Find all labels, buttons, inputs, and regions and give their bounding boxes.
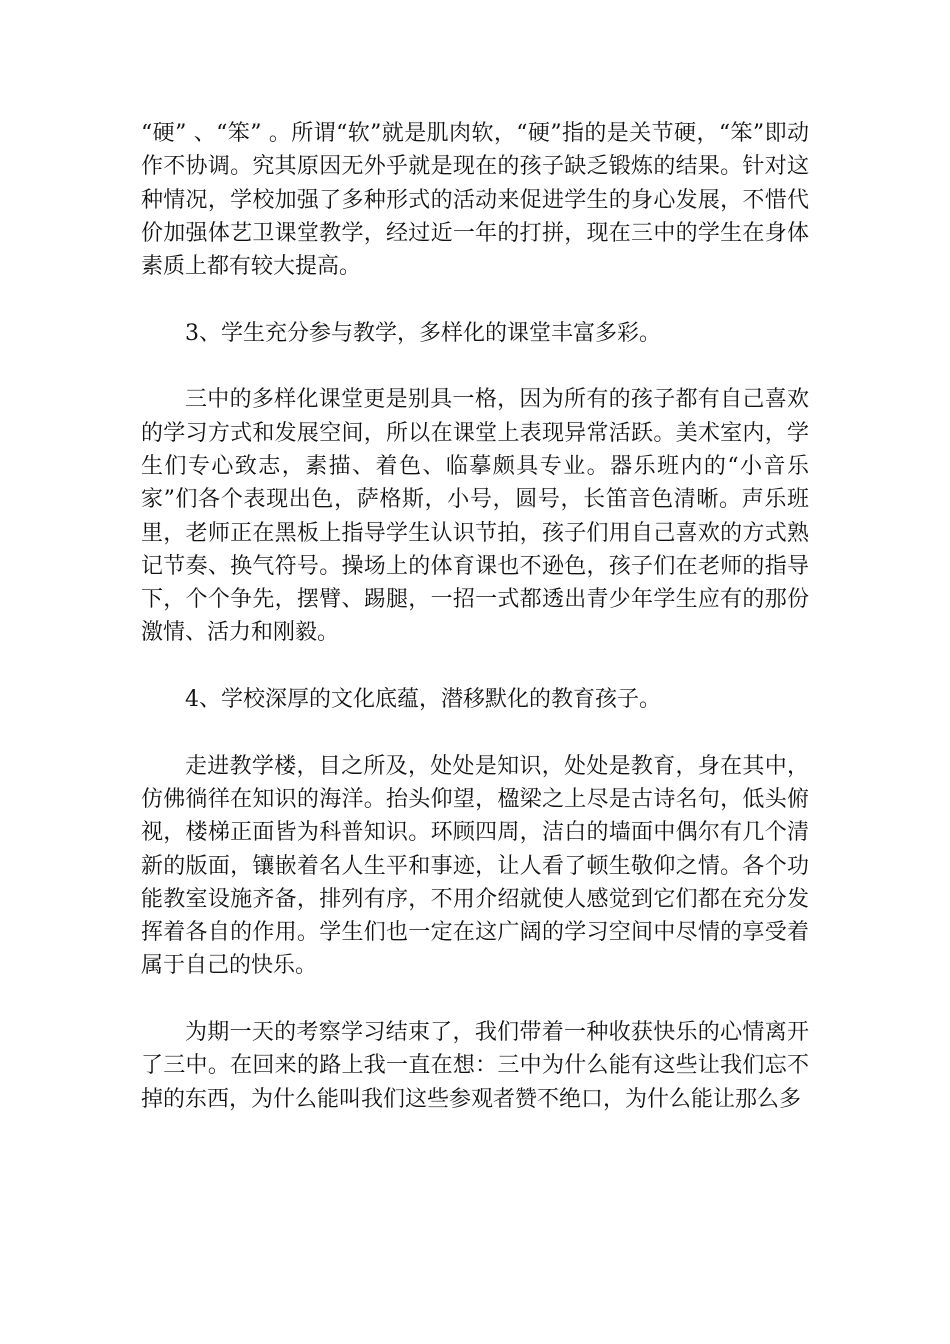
heading-section-3: 3、学生充分参与教学，多样化的课堂丰富多彩。 <box>185 320 661 346</box>
document-page <box>141 117 809 1116</box>
paragraph-conclusion: 为期一天的考察学习结束了，我们带着一种收获快乐的心情离开了三中。在回来的路上我一直在想：三中为什么能有这些让我们忘不掉的东西，为什么能叫我们这些参观者赞不绝口，为什么能让那么多 <box>141 1020 809 1112</box>
heading-section-4: 4、学校深厚的文化底蕴，潜移默化的教育孩子。 <box>185 687 661 713</box>
paragraph-diverse-classes: 三中的多样化课堂更是别具一格，因为所有的孩子都有自己喜欢的学习方式和发展空间，所以在课堂上表现异常活跃。美术室内，学生们专心致志，素描、着色、临摹颇具专业。器乐班内的“小音乐家”们各个表现出色，萨格斯，小号，圆号，长笛音色清晰。声乐班里，老师正在黑板上指导学生认识节拍，孩子们用自己喜欢的方式熟记节奏、换气符号。操场上的体育课也不逊色，孩子们在老师的指导下，个个争先，摆臂、踢腿，一招一式都透出青少年学生应有的那份激情、活力和刚毅。 <box>141 387 809 646</box>
paragraph-physical-quality: “硬” 、“笨” 。所谓“软”就是肌肉软，“硬”指的是关节硬，“笨”即动作不协调。究其原因无外乎就是现在的孩子缺乏锻炼的结果。针对这种情况，学校加强了多种形式的活动来促进学生的身心发展，不惜代价加强体艺卫课堂教学，经过近一年的打拼，现在三中的学生在身体素质上都有较大提高。 <box>141 121 809 280</box>
paragraph-school-culture: 走进教学楼，目之所及，处处是知识，处处是教育，身在其中，仿佛徜徉在知识的海洋。抬头仰望，楹梁之上尽是古诗名句，低头俯视，楼梯正面皆为科普知识。环顾四周，洁白的墙面中偶尔有几个清新的版面，镶嵌着名人生平和事迹，让人看了顿生敬仰之情。各个功能教室设施齐备，排列有序，不用介绍就使人感觉到它们都在充分发挥着各自的作用。学生们也一定在这广阔的学习空间中尽情的享受着属于自己的快乐。 <box>141 753 809 979</box>
